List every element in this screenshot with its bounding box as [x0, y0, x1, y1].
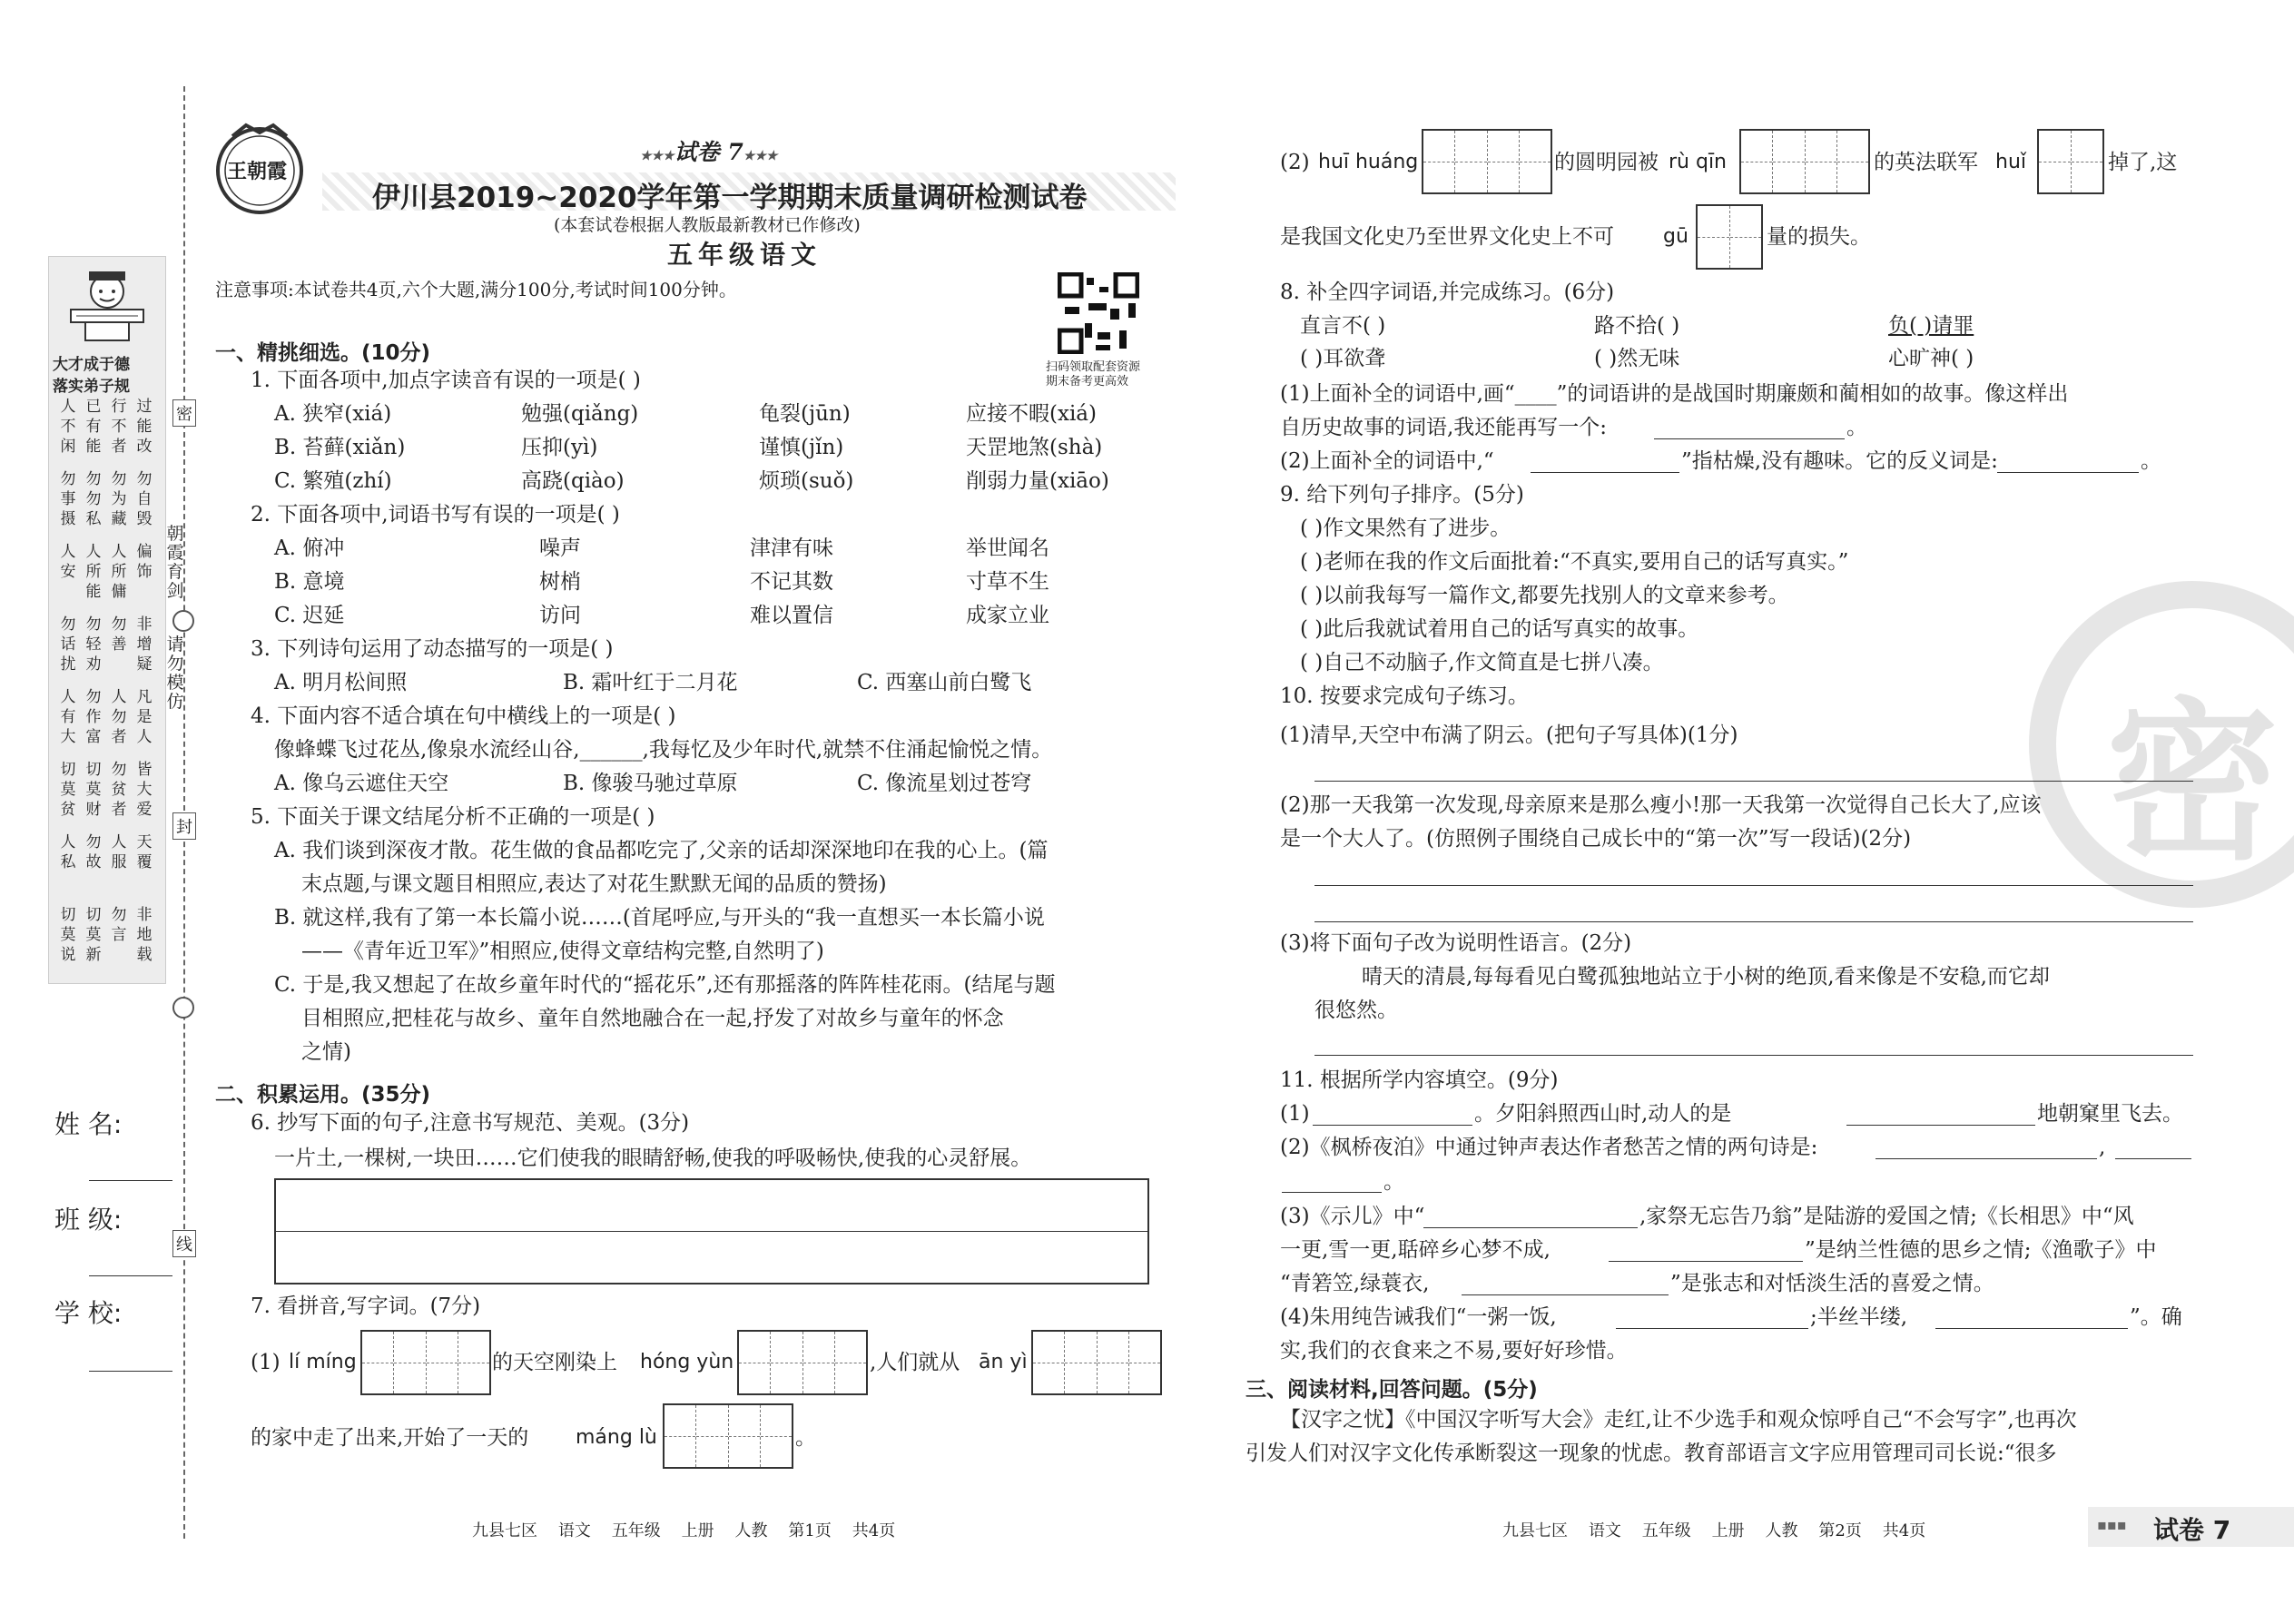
- q1-b3: 谨慎(jǐn): [759, 436, 844, 459]
- q7-pinyin-2: hóng yùn: [640, 1351, 734, 1373]
- q11-l2-answer-3[interactable]: [1282, 1192, 1382, 1193]
- motto-column: 勿事摄: [60, 470, 76, 528]
- q11-l3-b: ,家祭无忘告乃翁”是陆游的爱国之情;《长相思》中“风: [1639, 1205, 2134, 1228]
- q11-l2-c: 。: [1383, 1170, 1404, 1194]
- qr-caption-2: 期末备考更高效: [1046, 375, 1129, 389]
- q10-s2-answer-1[interactable]: [1314, 885, 2193, 886]
- q2-b1[interactable]: B. 意境: [274, 570, 345, 594]
- motto-column: 勿言: [111, 906, 127, 944]
- stamp-text: 密: [2106, 681, 2279, 883]
- motto-column: 切莫说: [60, 906, 76, 964]
- q7b-text-5: 量的损失。: [1767, 225, 1871, 249]
- q2-c4: 成家立业: [966, 604, 1049, 627]
- q9-item-2[interactable]: ( )老师在我的作文后面批着:“不真实,要用自己的话写真实。”: [1300, 550, 1849, 574]
- q7b-text-4: 是我国文化史乃至世界文化史上不可: [1280, 225, 1614, 249]
- q11-l1-a: (1): [1280, 1102, 1310, 1126]
- sidebar-vertical-note-2: 请勿模仿: [166, 635, 184, 712]
- q11-l2-b: ,: [2099, 1136, 2106, 1159]
- q11-l2-answer-1[interactable]: [1876, 1158, 2097, 1159]
- q8-word-4[interactable]: ( )耳欲聋: [1300, 347, 1386, 370]
- motto-column: 人安: [60, 543, 76, 581]
- scholar-cartoon-icon: [53, 264, 162, 346]
- q7b-text-3: 掉了,这: [2108, 151, 2178, 174]
- q8-word-5[interactable]: ( )然无味: [1594, 347, 1680, 370]
- q4-opt-a[interactable]: A. 像乌云遮住天空: [274, 772, 449, 795]
- q11-stem: 11. 根据所学内容填空。(9分): [1280, 1068, 1559, 1092]
- q8-stem: 8. 补全四字词语,并完成练习。(6分): [1280, 281, 1615, 304]
- subject-title: 五年级语文: [667, 240, 822, 270]
- q7-pinyin-3: ān yì: [979, 1351, 1028, 1373]
- q7b-grid-2[interactable]: [1739, 129, 1870, 194]
- q11-l3-d: ”是纳兰性德的思乡之情;《渔歌子》中: [1805, 1238, 2157, 1262]
- q10-s2-answer-2[interactable]: [1314, 921, 2193, 922]
- motto-column: 勿善: [111, 615, 127, 654]
- q4-opt-b[interactable]: B. 像骏马驰过草原: [563, 772, 738, 795]
- q9-item-3[interactable]: ( )以前我每写一篇作文,都要先找别人的文章来参考。: [1300, 584, 1789, 607]
- q7-grid-2[interactable]: [737, 1330, 868, 1395]
- section2-heading: 二、积累运用。(35分): [215, 1083, 431, 1107]
- motto-columns: [54, 397, 162, 978]
- q8-sub1-b: 自历史故事的词语,我还能再写一个:: [1280, 416, 1608, 439]
- motto-column: 天覆: [136, 833, 153, 871]
- q5-line-7: 之情): [301, 1040, 351, 1064]
- motto-column: 勿贫者: [111, 761, 127, 819]
- q7b-grid-4[interactable]: [1696, 204, 1763, 270]
- exam-notice: 注意事项:本试卷共4页,六个大题,满分100分,考试时间100分钟。: [215, 279, 737, 300]
- q1-c4: 削弱力量(xiāo): [966, 469, 1109, 493]
- motto-column: 过能改: [136, 398, 153, 456]
- seal-label-mi: 密: [172, 399, 196, 427]
- motto-column: 切莫新: [85, 906, 102, 964]
- motto-column: 偏饰: [136, 543, 153, 581]
- q1-a3: 龟裂(jūn): [759, 402, 851, 426]
- q8-word-6[interactable]: 心旷神( ): [1888, 347, 1974, 370]
- field-name-label: 姓 名:: [54, 1109, 123, 1139]
- series-text: 试卷 7: [674, 139, 743, 165]
- qr-caption-1: 扫码领取配套资源: [1046, 360, 1141, 374]
- field-school-label: 学 校:: [54, 1298, 123, 1328]
- q3-opt-b[interactable]: B. 霜叶红于二月花: [563, 671, 738, 694]
- q11-l2-a: (2)《枫桥夜泊》中通过钟声表达作者愁苦之情的两句诗是:: [1280, 1136, 1818, 1159]
- q11-l3-e: “青箬笠,绿蓑衣,: [1280, 1272, 1430, 1295]
- q8-sub1-end: 。: [1846, 416, 1867, 439]
- q1-a4: 应接不暇(xiá): [966, 402, 1097, 426]
- q1-a2: 勉强(qiǎng): [521, 402, 639, 426]
- q11-l3-a: (3)《示儿》中“: [1280, 1205, 1425, 1228]
- section1-heading: 一、精挑细选。(10分): [215, 341, 431, 365]
- q11-l4-c: ”。确: [2130, 1305, 2182, 1329]
- motto-column: 勿勿私: [85, 470, 102, 528]
- motto-column: 切莫财: [85, 761, 102, 819]
- q9-item-4[interactable]: ( )此后我就试着用自己的话写真实的故事。: [1300, 617, 1699, 641]
- q10-s3-b: 很悠然。: [1314, 999, 1398, 1022]
- motto-column: 勿话扰: [60, 615, 76, 674]
- q11-l4-d: 实,我们的衣食来之不易,要好好珍惜。: [1280, 1339, 1628, 1363]
- q8-sub2-end: 。: [2141, 449, 2161, 473]
- exam-title: 伊川县2019~2020学年第一学期期末质量调研检测试卷: [372, 182, 1088, 214]
- q11-l4-b: ;半丝半缕,: [1810, 1305, 1908, 1329]
- q9-item-5[interactable]: ( )自己不动脑子,作文简直是七拼八凑。: [1300, 651, 1664, 674]
- badge-text: 试卷 7: [2153, 1515, 2231, 1545]
- page-badge: [2088, 1507, 2294, 1547]
- seal-label-feng: 封: [172, 812, 196, 840]
- q8-sub2-b: ”指枯燥,没有趣味。它的反义词是:: [1681, 449, 1998, 473]
- motto-column: 人有大: [60, 688, 76, 746]
- q8-sub2-answer-2[interactable]: [1997, 472, 2139, 473]
- q11-l3-f: ”是张志和对恬淡生活的喜爱之情。: [1670, 1272, 1994, 1295]
- q9-item-1[interactable]: ( )作文果然有了进步。: [1300, 517, 1511, 540]
- field-school-input[interactable]: [89, 1371, 172, 1372]
- sidebar-vertical-note-1: 朝霞育剑: [166, 524, 184, 601]
- q5-line-6: 目相照应,把桂花与故乡、童年自然地融合在一起,抒发了对故乡与童年的怀念: [301, 1007, 1004, 1030]
- exam-subtitle: (本套试卷根据人教版最新教材已作修改): [554, 215, 861, 235]
- motto-column: 切莫贫: [60, 761, 76, 819]
- q11-l3-c: 一更,雪一更,聒碎乡心梦不成,: [1280, 1238, 1551, 1262]
- motto-column: 勿自毁: [136, 470, 153, 528]
- q11-l3-answer-1[interactable]: [1423, 1227, 1638, 1228]
- motto-column: 凡是人: [136, 688, 153, 746]
- q11-l1-c: 地朝窠里飞去。: [2037, 1102, 2183, 1126]
- q10-s2-a: (2)那一天我第一次发现,母亲原来是那么瘦小!那一天我第一次觉得自己长大了,应该: [1280, 793, 2042, 817]
- q1-stem: 1. 下面各项中,加点字读音有误的一项是( ): [251, 369, 641, 392]
- qr-code-icon[interactable]: [1058, 272, 1139, 354]
- q7b-pinyin-1: huī huáng: [1318, 151, 1419, 173]
- series-label: [640, 134, 777, 167]
- q7b-text-2: 的英法联军: [1874, 151, 1978, 174]
- q1-c3: 烦琐(suǒ): [759, 469, 854, 493]
- q9-stem: 9. 给下列句子排序。(5分): [1280, 483, 1524, 507]
- q3-opt-a[interactable]: A. 明月松间照: [274, 671, 408, 694]
- motto-column: 人勿者: [111, 688, 127, 746]
- q7-grid-1[interactable]: [360, 1330, 491, 1395]
- q11-l1-answer-2[interactable]: [1846, 1125, 2035, 1126]
- q3-opt-c[interactable]: C. 西塞山前白鹭飞: [857, 671, 1032, 694]
- q2-a1[interactable]: A. 俯冲: [274, 536, 345, 560]
- q2-b3: 不记其数: [750, 570, 833, 594]
- q7-text-2: ,人们就从: [870, 1351, 960, 1374]
- q6-copy-box[interactable]: [274, 1178, 1149, 1284]
- q7-text-4: 。: [795, 1426, 816, 1450]
- q1-b1[interactable]: B. 苔藓(xiǎn): [274, 436, 406, 459]
- q7-grid-4[interactable]: [663, 1403, 793, 1469]
- q11-l3-answer-2[interactable]: [1609, 1261, 1803, 1262]
- q5-line-1[interactable]: A. 我们谈到深夜才散。花生做的食品都吃完了,父亲的话却深深地印在我的心上。(篇: [274, 839, 1049, 862]
- q3-stem: 3. 下列诗句运用了动态描写的一项是( ): [251, 637, 614, 661]
- q8-word-1[interactable]: 直言不( ): [1300, 314, 1386, 338]
- q10-s1-answer[interactable]: [1314, 781, 2193, 782]
- q5-line-2: 末点题,与课文题目相照应,表达了对花生默默无闻的品质的赞扬): [301, 872, 887, 896]
- q7-pinyin-4: máng lù: [576, 1426, 657, 1449]
- page2-footer: 九县七区 语文 五年级 上册 人教 第2页 共4页: [1502, 1521, 1926, 1540]
- q7-grid-3[interactable]: [1031, 1330, 1162, 1395]
- q7-pinyin-1: lí míng: [289, 1351, 357, 1373]
- reading-line-1: 【汉字之忧】《中国汉字听写大会》走红,让不少选手和观众惊呼自己“不会写字”,也再次: [1280, 1408, 2077, 1432]
- q5-line-3[interactable]: B. 就这样,我有了第一本长篇小说……(首尾呼应,与开头的“我一直想买一本长篇小说: [274, 906, 1045, 930]
- q10-stem: 10. 按要求完成句子练习。: [1280, 684, 1529, 708]
- q1-b2: 压抑(yì): [521, 436, 598, 459]
- q11-l4-a: (4)朱用纯告诫我们“一粥一饭,: [1280, 1305, 1557, 1329]
- seal-circle-icon-2: [172, 997, 194, 1019]
- q2-a2: 噪声: [539, 536, 581, 560]
- q5-line-4: ——《青年近卫军》”相照应,使得文章结构完整,自然明了): [301, 940, 824, 963]
- q10-s3: (3)将下面句子改为说明性语言。(2分): [1280, 931, 1632, 955]
- q8-word-3[interactable]: 负( )请罪: [1888, 314, 1974, 338]
- field-class-input[interactable]: [89, 1275, 172, 1276]
- seal-circle-icon: [172, 610, 194, 632]
- q2-c3: 难以置信: [750, 604, 833, 627]
- q7b-num: (2): [1280, 151, 1310, 174]
- motto-column: 非增疑: [136, 615, 153, 674]
- badge-dots-icon: ▪▪▪: [2097, 1516, 2127, 1533]
- q11-l1-answer-1[interactable]: [1313, 1125, 1472, 1126]
- q1-a1[interactable]: A. 狭窄(xiá): [274, 402, 392, 426]
- motto-column: 人所能: [85, 543, 102, 601]
- motto-column: 勿为藏: [111, 470, 127, 528]
- q7-num: (1): [251, 1351, 281, 1374]
- q11-l4-answer-2[interactable]: [1935, 1328, 2128, 1329]
- q2-stem: 2. 下面各项中,词语书写有误的一项是( ): [251, 503, 620, 527]
- q7b-grid-1[interactable]: [1422, 129, 1552, 194]
- motto-column: 非地载: [136, 906, 153, 964]
- q11-l2-answer-2[interactable]: [2115, 1158, 2191, 1159]
- q2-b4: 寸草不生: [966, 570, 1049, 594]
- q11-l4-answer-1[interactable]: [1616, 1328, 1808, 1329]
- motto-column: 人不闲: [60, 398, 76, 456]
- motto-column: 勿作富: [85, 688, 102, 746]
- q2-a4: 举世闻名: [966, 536, 1049, 560]
- q7-text-1: 的天空刚染上: [492, 1351, 617, 1374]
- q7b-grid-3[interactable]: [2037, 129, 2104, 194]
- q7b-text-1: 的圆明园被: [1554, 151, 1659, 174]
- motto-line-1: 大才成于德: [53, 356, 130, 374]
- field-name-input[interactable]: [89, 1180, 172, 1181]
- q10-s2-b: 是一个大人了。(仿照例子围绕自己成长中的“第一次”写一段话)(2分): [1280, 827, 1912, 851]
- motto-column: 行不者: [111, 398, 127, 456]
- motto-column: 人私: [60, 833, 76, 871]
- q7b-pinyin-4: gū: [1663, 225, 1689, 248]
- q2-a3: 津津有味: [750, 536, 833, 560]
- confidential-stamp: [2029, 581, 2294, 908]
- q10-s3-a: 晴天的清晨,每每看见白鹭孤独地站立于小树的绝顶,看来像是不安稳,而它却: [1362, 965, 2050, 989]
- q6-sentence: 一片土,一棵树,一块田……它们使我的眼睛舒畅,使我的呼吸畅快,使我的心灵舒展。: [274, 1147, 1032, 1170]
- page1-footer: 九县七区 语文 五年级 上册 人教 第1页 共4页: [472, 1521, 896, 1540]
- star-icon: ★★★: [743, 149, 778, 163]
- q10-s1: (1)清早,天空中布满了阴云。(把句子写具体)(1分): [1280, 723, 1738, 747]
- q4-opt-c[interactable]: C. 像流星划过苍穹: [857, 772, 1032, 795]
- motto-column: 人服: [111, 833, 127, 871]
- field-class-label: 班 级:: [54, 1205, 123, 1235]
- section3-heading: 三、阅读材料,回答问题。(5分): [1245, 1378, 1538, 1402]
- q7b-pinyin-2: rù qīn: [1669, 151, 1728, 173]
- q8-sub1-answer[interactable]: [1654, 438, 1845, 439]
- motto-column: 皆大爱: [136, 761, 153, 819]
- q1-c2: 高跷(qiào): [521, 469, 625, 493]
- q8-word-2[interactable]: 路不拾( ): [1594, 314, 1680, 338]
- motto-column: 人所傭: [111, 543, 127, 601]
- sidebar-motto-panel: [48, 256, 166, 984]
- q11-l1-b: 。夕阳斜照西山时,动人的是: [1474, 1102, 1732, 1126]
- q2-b2: 树梢: [539, 570, 581, 594]
- q6-stem: 6. 抄写下面的句子,注意书写规范、美观。(3分): [251, 1111, 690, 1135]
- q5-stem: 5. 下面关于课文结尾分析不正确的一项是( ): [251, 805, 655, 829]
- reading-line-2: 引发人们对汉字文化传承断裂这一现象的忧虑。教育部语言文字应用管理司司长说:“很多: [1245, 1442, 2057, 1465]
- q10-s3-answer[interactable]: [1314, 1055, 2193, 1056]
- q8-sub1-a: (1)上面补全的词语中,画“____”的词语讲的是战国时期廉颇和蔺相如的故事。像这样出: [1280, 382, 2069, 406]
- q1-b4: 天罡地煞(shà): [966, 436, 1103, 459]
- q7-stem: 7. 看拼音,写字词。(7分): [251, 1294, 481, 1318]
- motto-column: 勿轻劝: [85, 615, 102, 674]
- q1-c1[interactable]: C. 繁殖(zhí): [274, 469, 392, 493]
- q5-line-5[interactable]: C. 于是,我又想起了在故乡童年时代的“摇花乐”,还有那摇落的阵阵桂花雨。(结尾与题: [274, 973, 1056, 997]
- q8-sub2-a: (2)上面补全的词语中,“: [1280, 449, 1494, 473]
- q7b-pinyin-3: huǐ: [1995, 151, 2026, 173]
- q4-stem: 4. 下面内容不适合填在句中横线上的一项是( ): [251, 704, 676, 728]
- motto-line-2: 落实弟子规: [53, 378, 130, 396]
- q11-l3-answer-3[interactable]: [1462, 1294, 1669, 1295]
- motto-column: 勿故: [85, 833, 102, 871]
- star-icon: ★★★: [640, 149, 674, 163]
- motto-column: 已有能: [85, 398, 102, 456]
- q4-sentence: 像蜂蝶飞过花丛,像泉水流经山谷,______,我每忆及少年时代,就禁不住涌起愉悦之情。: [274, 738, 1053, 762]
- q2-c2: 访问: [539, 604, 581, 627]
- q7-text-3: 的家中走了出来,开始了一天的: [251, 1426, 529, 1450]
- q2-c1[interactable]: C. 迟延: [274, 604, 345, 627]
- seal-label-xian: 线: [172, 1230, 196, 1257]
- logo-text: 王朝霞: [227, 160, 288, 183]
- q8-sub2-answer-1[interactable]: [1531, 472, 1679, 473]
